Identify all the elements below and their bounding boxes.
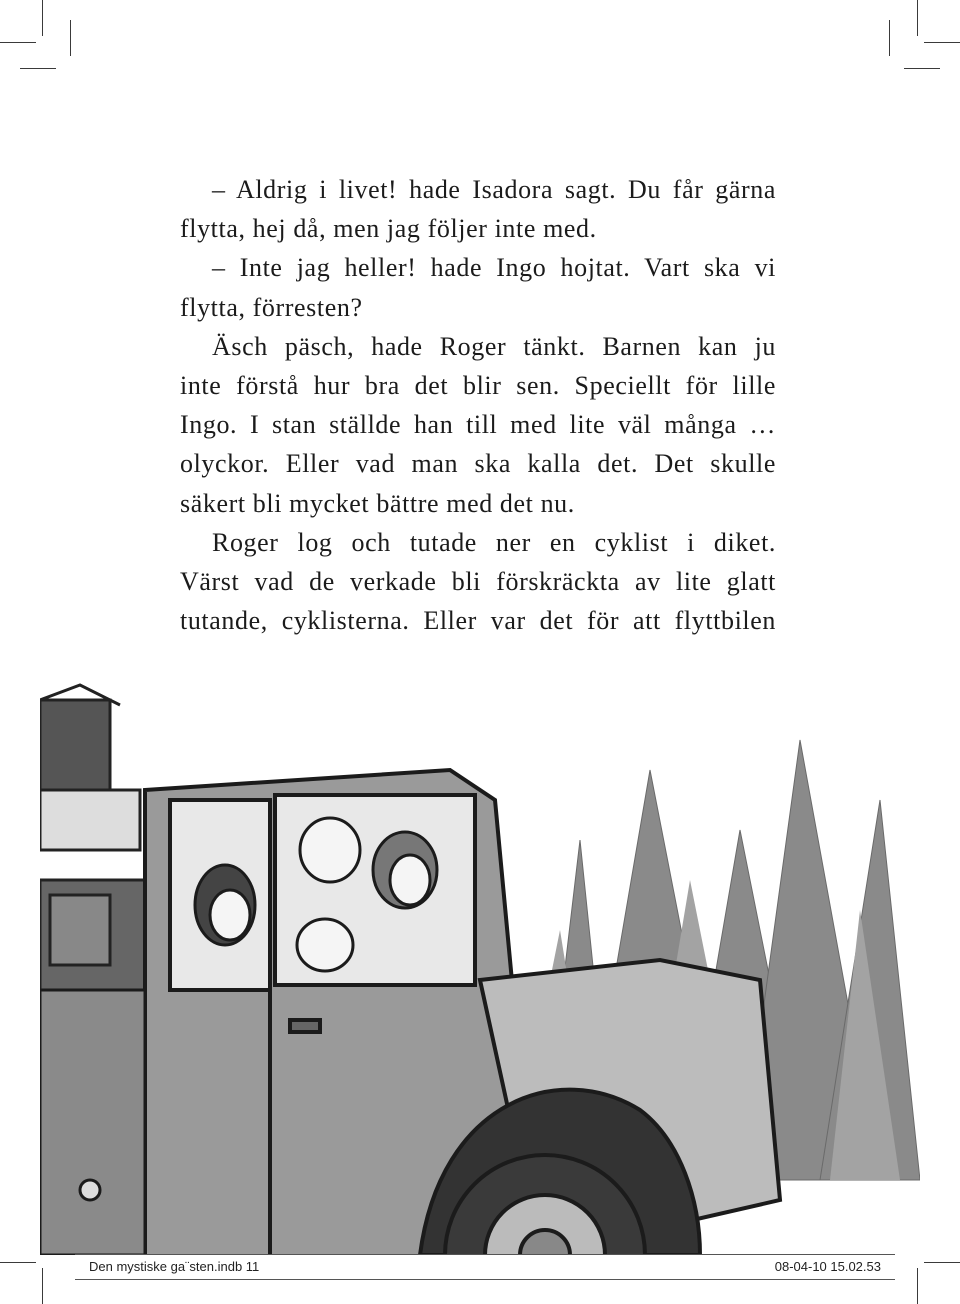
- paragraph: [180, 248, 776, 326]
- slug-date: 08-04-10 15.02.53: [774, 1259, 881, 1274]
- text-line: inte förstå hur bra det blir sen. Speciellt för lille: [180, 370, 776, 400]
- crop-mark: [917, 1268, 918, 1304]
- text-line: olyckor. Eller vad man ska kalla det. Det skulle: [180, 449, 776, 479]
- slug-filename: Den mystiske ga¨sten.indb 11: [89, 1259, 260, 1274]
- cargo-piano: [40, 685, 160, 990]
- crop-mark: [917, 0, 918, 36]
- print-slug: [75, 1254, 895, 1280]
- text-line: – Inte jag heller! hade Ingo hojtat. Vart ska vi: [212, 253, 776, 283]
- truck-bed: [40, 990, 145, 1255]
- crop-mark: [0, 1262, 36, 1263]
- crop-mark: [924, 1262, 960, 1263]
- body-text: [180, 170, 776, 640]
- paragraph: [180, 327, 776, 523]
- paragraph: [180, 170, 776, 248]
- text-line: Roger log och tutade ner en cyklist i diket.: [212, 527, 776, 557]
- crop-mark: [0, 42, 36, 43]
- crop-mark: [924, 42, 960, 43]
- paragraph: [180, 523, 776, 641]
- text-line: – Aldrig i livet! hade Isadora sagt. Du får gärna: [212, 175, 776, 204]
- crop-mark: [889, 20, 890, 56]
- text-line: tutande, cyklisterna. Eller var det för att flyttbilen: [180, 606, 776, 636]
- crop-mark: [904, 68, 940, 69]
- truck-illustration: [40, 680, 920, 1255]
- text-line: flytta, förresten?: [180, 292, 363, 322]
- crop-mark: [42, 1268, 43, 1304]
- text-line: säkert bli mycket bättre med det nu.: [180, 488, 575, 518]
- crop-mark: [20, 68, 56, 69]
- crop-mark: [42, 0, 43, 36]
- text-line: flytta, hej då, men jag följer inte med.: [180, 214, 597, 244]
- text-line: Ingo. I stan ställde han till med lite väl många …: [180, 410, 776, 440]
- crop-mark: [70, 20, 71, 56]
- text-line: Äsch päsch, hade Roger tänkt. Barnen kan ju: [212, 331, 776, 361]
- text-line: Värst vad de verkade bli förskräckta av lite glatt: [180, 566, 776, 596]
